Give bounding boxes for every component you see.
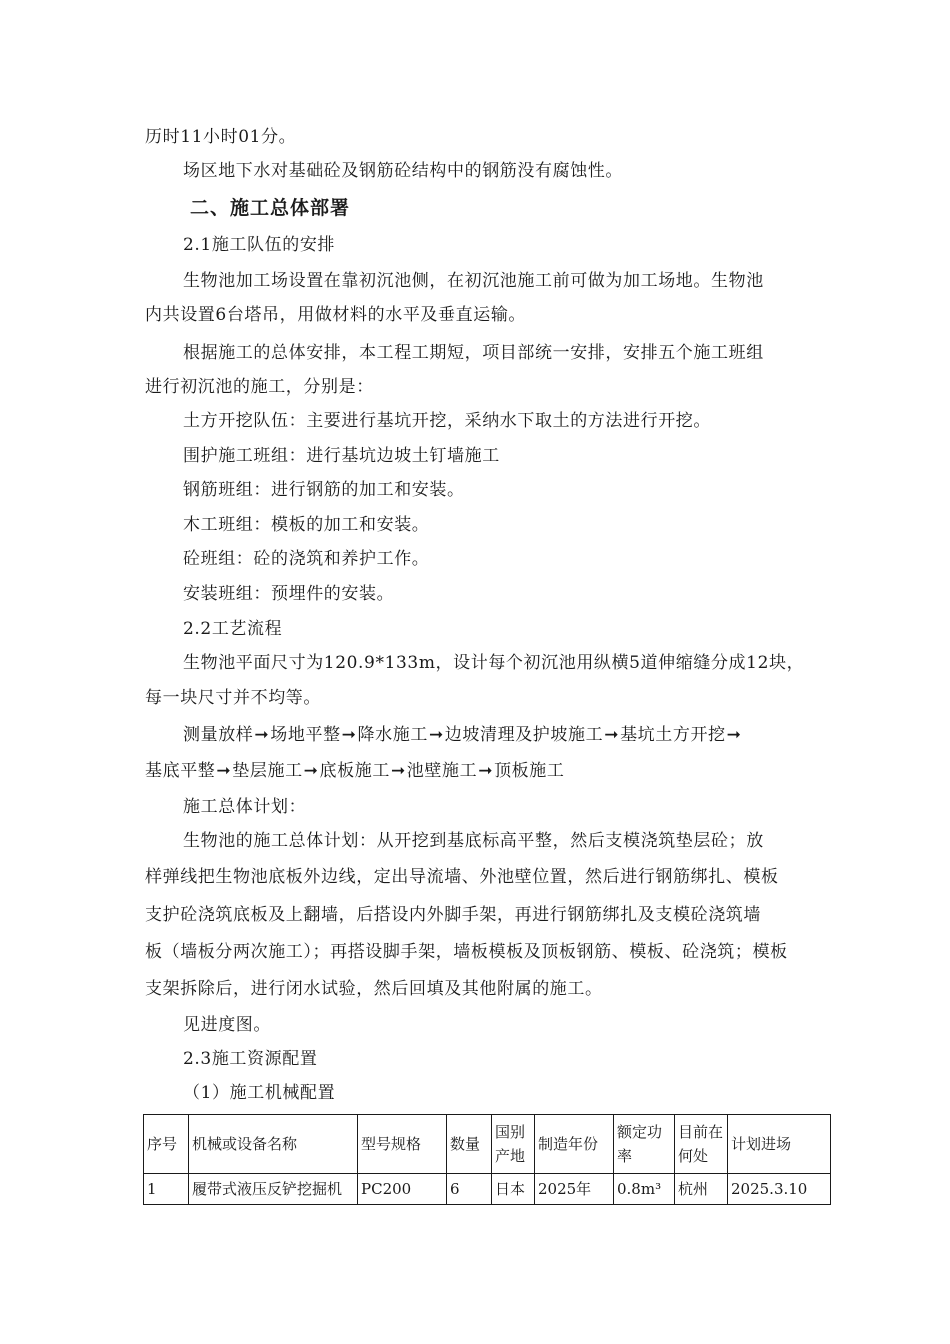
section-heading: 二、施工总体部署 xyxy=(190,197,351,219)
paragraph-duration: 历时11小时01分。 xyxy=(145,127,297,147)
header-cell: 数量 xyxy=(447,1115,492,1174)
header-cell: 制造年份 xyxy=(535,1115,614,1174)
arrow-right-icon: ➞ xyxy=(726,725,742,745)
subsection-2-3: 2.3施工资源配置 xyxy=(183,1049,318,1069)
table-cell: PC200 xyxy=(358,1174,447,1205)
flow-step: 降水施工 xyxy=(357,725,428,745)
arrow-right-icon: ➞ xyxy=(428,725,444,745)
paragraph-arrangement-1: 根据施工的总体安排，本工程工期短，项目部统一安排，安排五个施工班组 xyxy=(183,343,764,363)
header-cell: 序号 xyxy=(144,1115,189,1174)
flow-step: 场地平整 xyxy=(270,725,341,745)
flow-step: 底板施工 xyxy=(319,761,390,781)
header-cell: 计划进场 xyxy=(728,1115,831,1174)
flow-step: 基底平整 xyxy=(145,761,216,781)
team-earthwork: 土方开挖队伍：主要进行基坑开挖，采纳水下取土的方法进行开挖。 xyxy=(183,411,711,431)
subsection-2-2: 2.2工艺流程 xyxy=(183,619,283,639)
paragraph-arrangement-2: 进行初沉池的施工，分别是： xyxy=(145,377,374,397)
subsection-2-1: 2.1施工队伍的安排 xyxy=(183,235,336,255)
arrow-right-icon: ➞ xyxy=(390,761,406,781)
flow-step: 池壁施工 xyxy=(406,761,478,781)
table-cell: 0.8m³ xyxy=(614,1174,675,1205)
arrow-right-icon: ➞ xyxy=(341,725,357,745)
paragraph-size-2: 每一块尺寸并不均等。 xyxy=(145,688,321,708)
plan-paragraph-4: 板（墙板分两次施工）；再搭设脚手架，墙板模板及顶板钢筋、模板、砼浇筑；模板 xyxy=(145,942,788,962)
paragraph-size-1: 生物池平面尺寸为120.9*133m，设计每个初沉池用纵横5道伸缩缝分成12块， xyxy=(183,653,805,673)
plan-paragraph-5: 支架拆除后，进行闭水试验，然后回填及其他附属的施工。 xyxy=(145,979,603,999)
flow-step: 测量放样 xyxy=(183,725,254,745)
paragraph-site-1: 生物池加工场设置在靠初沉池侧，在初沉池施工前可做为加工场地。生物池 xyxy=(183,271,764,291)
arrow-right-icon: ➞ xyxy=(254,725,270,745)
team-retaining: 围护施工班组：进行基坑边坡土钉墙施工 xyxy=(183,446,500,466)
team-installation: 安装班组：预埋件的安装。 xyxy=(183,584,395,604)
header-cell: 机械或设备名称 xyxy=(189,1115,358,1174)
arrow-right-icon: ➞ xyxy=(478,761,494,781)
header-cell: 额定功率 xyxy=(614,1115,675,1174)
arrow-right-icon: ➞ xyxy=(303,761,319,781)
process-flow-line-1 xyxy=(183,724,843,746)
flow-step: 基坑土方开挖 xyxy=(620,725,726,745)
arrow-right-icon: ➞ xyxy=(216,761,232,781)
table-cell: 日本 xyxy=(492,1174,535,1205)
subsection-2-3-1: （1）施工机械配置 xyxy=(183,1083,336,1103)
plan-paragraph-3: 支护砼浇筑底板及上翻墙，后搭设内外脚手架，再进行钢筋绑扎及支模砼浇筑墙 xyxy=(145,905,761,925)
paragraph-groundwater: 场区地下水对基础砼及钢筋砼结构中的钢筋没有腐蚀性。 xyxy=(183,161,623,181)
see-schedule: 见进度图。 xyxy=(183,1015,271,1035)
table-cell: 6 xyxy=(447,1174,492,1205)
team-carpentry: 木工班组：模板的加工和安装。 xyxy=(183,515,430,535)
header-cell: 目前在何处 xyxy=(675,1115,728,1174)
table-cell: 1 xyxy=(144,1174,189,1205)
table-row xyxy=(144,1174,831,1205)
table-header-row xyxy=(144,1115,831,1174)
flow-step: 垫层施工 xyxy=(232,761,303,781)
header-cell: 型号规格 xyxy=(358,1115,447,1174)
header-cell: 国别产地 xyxy=(492,1115,535,1174)
flow-step: 边坡清理及护坡施工 xyxy=(444,725,604,745)
team-concrete: 砼班组：砼的浇筑和养护工作。 xyxy=(183,549,430,569)
flow-step: 顶板施工 xyxy=(494,761,565,781)
plan-label: 施工总体计划： xyxy=(183,797,307,817)
process-flow-line-2 xyxy=(145,760,805,782)
table-cell: 2025年 xyxy=(535,1174,614,1205)
machinery-table xyxy=(143,1114,831,1205)
table-cell: 杭州 xyxy=(675,1174,728,1205)
plan-paragraph-1: 生物池的施工总体计划：从开挖到基底标高平整，然后支模浇筑垫层砼；放 xyxy=(183,831,764,851)
plan-paragraph-2: 样弹线把生物池底板外边线，定出导流墙、外池壁位置，然后进行钢筋绑扎、模板 xyxy=(145,867,779,887)
arrow-right-icon: ➞ xyxy=(604,725,620,745)
table-cell: 履带式液压反铲挖掘机 xyxy=(189,1174,358,1205)
paragraph-site-2: 内共设置6台塔吊，用做材料的水平及垂直运输。 xyxy=(145,305,527,325)
table-cell: 2025.3.10 xyxy=(728,1174,831,1205)
team-rebar: 钢筋班组：进行钢筋的加工和安装。 xyxy=(183,480,465,500)
